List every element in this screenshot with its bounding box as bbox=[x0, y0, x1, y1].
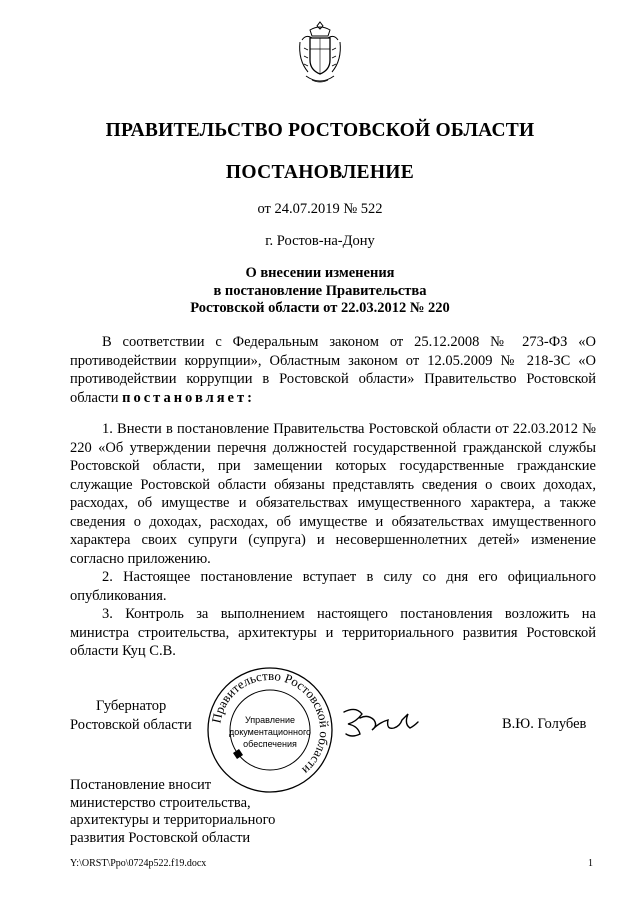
resolution-item-3: 3. Контроль за выполнением настоящего постановления возложить на министра строительства, архитектуры и территориального развития Ростовской области Куц С.В. bbox=[70, 606, 596, 659]
rostov-oblast-coat-of-arms-icon bbox=[296, 18, 344, 86]
resolution-item-1: 1. Внести в постановление Правительства Ростовской области от 22.03.2012 № 220 «Об утверждении перечня должностей государственной гражданской службы Ростовской области, при замещении которых государственные гражданские служащие Ростовской области обязаны представлять сведения о своих доходах, расходах, об имуществе и обязательствах имущественного характера, а также сведения о доходах, расходах, об имуществе и обязательствах имущественного характера своих супруги (супруга) и несовершеннолетних детей» изменение согласно приложению. bbox=[70, 421, 596, 567]
resolution-items bbox=[70, 420, 596, 661]
seal-ring-text: Правительство Ростовской области bbox=[208, 667, 333, 778]
handwritten-signature bbox=[338, 700, 428, 750]
submitter-note-line-3: архитектуры и территориального bbox=[70, 812, 276, 828]
document-city: г. Ростов-на-Дону bbox=[265, 233, 375, 249]
organization-title: ПРАВИТЕЛЬСТВО РОСТОВСКОЙ ОБЛАСТИ bbox=[105, 120, 535, 141]
signatory-name: В.Ю. Голубев bbox=[502, 716, 587, 732]
seal-center-line-3: обеспечения bbox=[243, 739, 297, 749]
subject-line-1: О внесении изменения bbox=[245, 265, 395, 281]
preamble-paragraph bbox=[70, 333, 596, 407]
preamble-text: В соответствии с Федеральным законом от 25.12.2008 № 273-ФЗ «О противодействии коррупции», Областным законом от 12.05.2009 № 218-ЗС «О противодействии коррупции в Ростовской области» Правительство Ростовской области bbox=[70, 334, 596, 406]
signatory-title-line-1: Губернатор bbox=[96, 698, 167, 714]
document-date-number: от 24.07.2019 № 522 bbox=[257, 201, 383, 217]
official-seal-stamp bbox=[205, 665, 335, 795]
page-number: 1 bbox=[588, 858, 593, 869]
resolves-word: постановляет: bbox=[122, 389, 255, 406]
subject-line-2: в постановление Правительства bbox=[213, 282, 427, 299]
file-path: Y:\ORST\Ppo\0724p522.f19.docx bbox=[70, 858, 207, 869]
submitter-note bbox=[70, 777, 275, 847]
submitter-note-line-1: Постановление вносит bbox=[70, 777, 212, 793]
seal-center-line-1: Управление bbox=[244, 715, 296, 725]
subject-line-3: Ростовской области от 22.03.2012 № 220 bbox=[190, 300, 450, 316]
submitter-note-line-2: министерство строительства, bbox=[70, 794, 251, 811]
document-subject bbox=[0, 265, 640, 318]
signatory-title-line-2: Ростовской области bbox=[70, 717, 192, 733]
document-type: ПОСТАНОВЛЕНИЕ bbox=[225, 162, 415, 183]
submitter-note-line-4: развития Ростовской области bbox=[70, 829, 251, 846]
seal-center-line-2: документационного bbox=[228, 727, 312, 737]
resolution-item-2: 2. Настоящее постановление вступает в силу со дня его официального опубликования. bbox=[70, 569, 596, 604]
signatory-title bbox=[70, 697, 192, 735]
